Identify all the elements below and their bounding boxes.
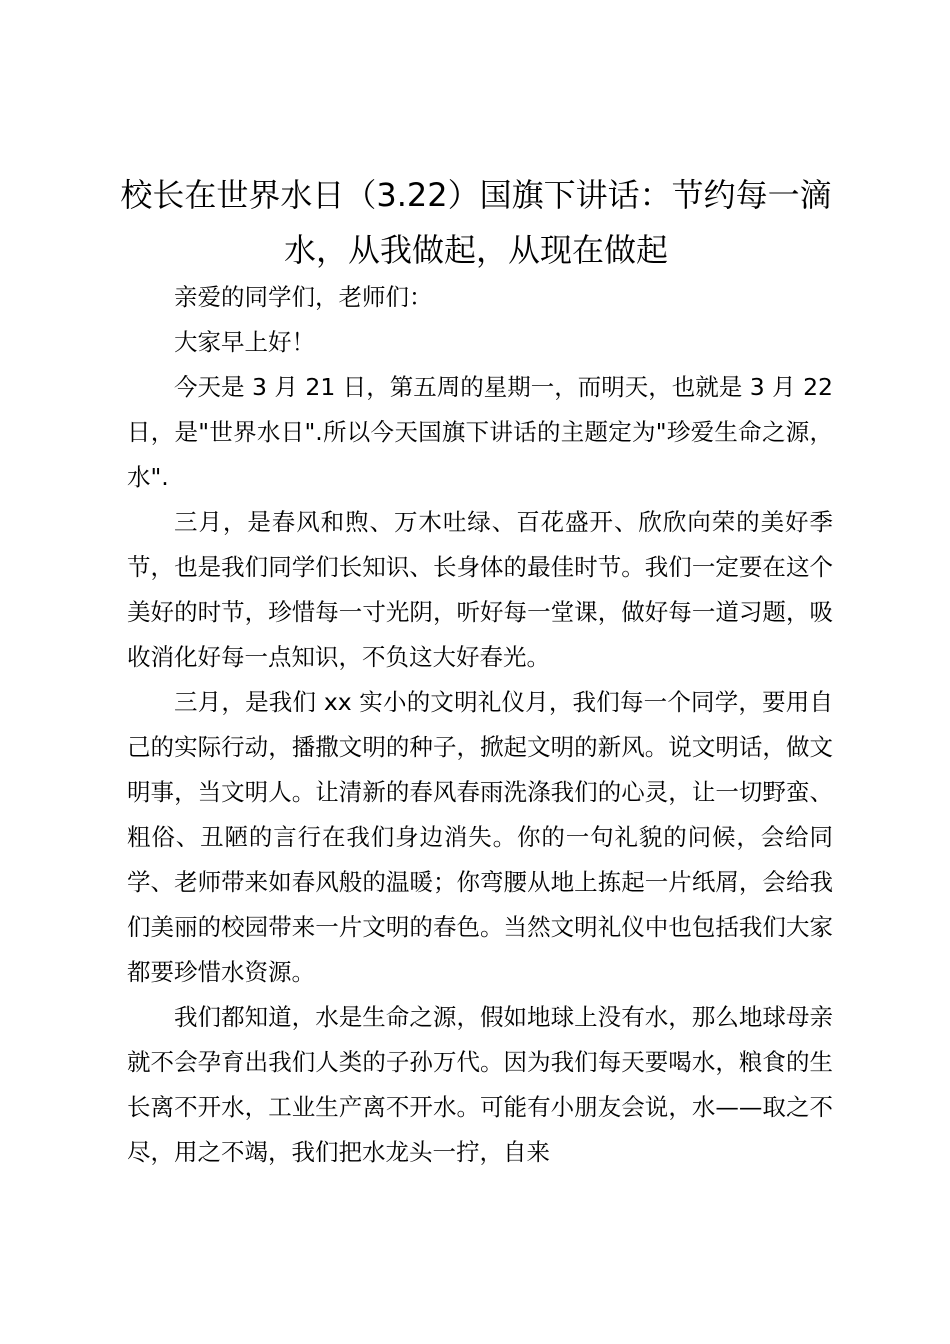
paragraph-water-source: 我们都知道，水是生命之源，假如地球上没有水，那么地球母亲就不会孕育出我们人类的子孙万代。因为我们每天要喝水，粮食的生长离不开水，工业生产离不开水。可能有小朋友会说，水——取之不尽，用之不竭，我们把水龙头一拧，自来 bbox=[127, 1003, 833, 1166]
paragraph-etiquette-month: 三月，是我们 xx 实小的文明礼仪月，我们每一个同学，要用自己的实际行动，播撒文明的种子，掀起文明的新风。说文明话，做文明事，当文明人。让清新的春风春雨洗涤我们的心灵，让一切野蛮、粗俗、丑陋的言行在我们身边消失。你的一句礼貌的问候，会给同学、老师带来如春风般的温暖；你弯腰从地上拣起一片纸屑，会给我们美丽的校园带来一片文明的春色。当然文明礼仪中也包括我们大家都要珍惜水资源。 bbox=[127, 688, 833, 986]
paragraph-water-day: 今天是 3 月 21 日，第五周的星期一，而明天，也就是 3 月 22 日，是"世界水日".所以今天国旗下讲话的主题定为"珍爱生命之源，水". bbox=[127, 373, 833, 491]
document-body bbox=[127, 275, 833, 1175]
paragraph-salutation: 亲爱的同学们，老师们： bbox=[174, 283, 433, 311]
paragraph-march-season: 三月，是春风和煦、万木吐绿、百花盛开、欣欣向荣的美好季节，也是我们同学们长知识、长身体的最佳时节。我们一定要在这个美好的时节，珍惜每一寸光阴，听好每一堂课，做好每一道习题，吸收消化好每一点知识，不负这大好春光。 bbox=[127, 508, 833, 671]
paragraph-greeting: 大家早上好！ bbox=[174, 328, 315, 356]
document-title: 校长在世界水日（3.22）国旗下讲话：节约每一滴水，从我做起，从现在做起 bbox=[120, 176, 832, 269]
